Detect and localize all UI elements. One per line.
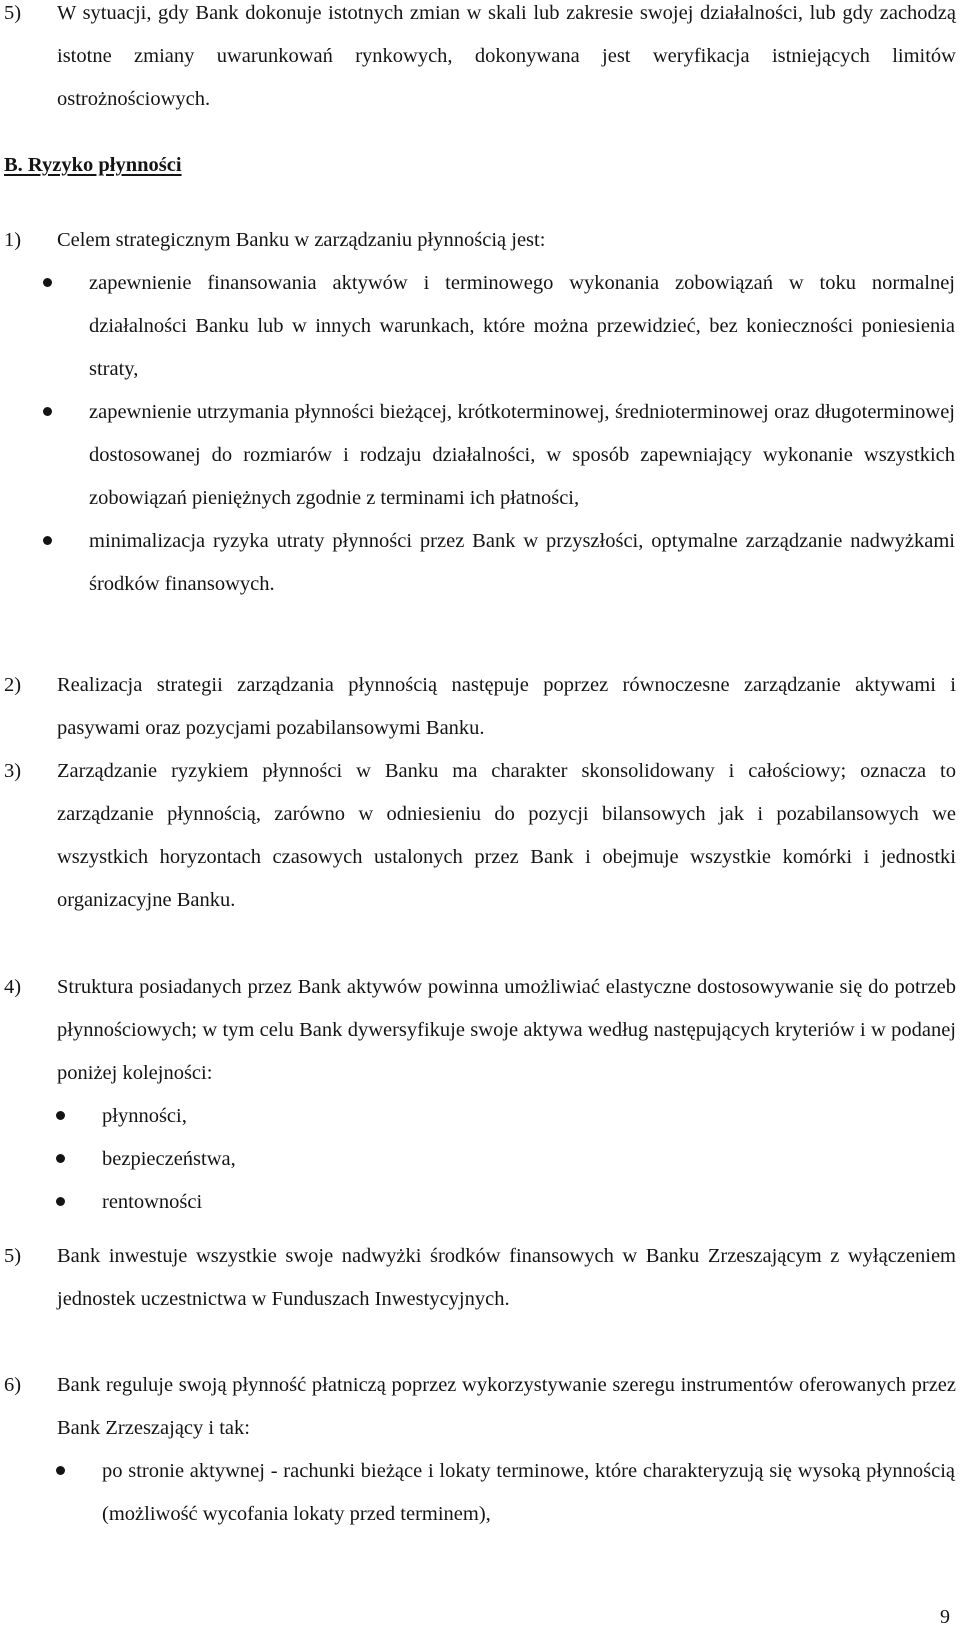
paragraph-number: 3) [4,760,22,782]
bullet-icon [43,536,52,545]
list-item [102,1450,955,1536]
list-item [89,391,955,520]
bullet-icon [56,1154,65,1163]
paragraph-text: Bank reguluje swoją płynność płatniczą poprzez wykorzystywanie szeregu instrumentów oferowanych przez Bank Zrzeszający i tak: [57,1374,956,1439]
section-heading: B. Ryzyko płynności [4,154,182,176]
paragraph-2 [4,664,956,750]
list-item [89,262,955,391]
paragraph-text: Celem strategicznym Banku w zarządzaniu płynnością jest: [57,229,546,251]
list-item-text: zapewnienie utrzymania płynności bieżącej, krótkoterminowej, średnioterminowej oraz długoterminowej dostosowanej do rozmiarów i rodzaju działalności, w sposób zapewniający wykonanie wszystkich zobowiązań pieniężnych zgodnie z terminami ich płatności, [89,401,955,509]
paragraph-5-top [4,0,956,121]
paragraph-text: Realizacja strategii zarządzania płynnością następuje poprzez równoczesne zarządzanie aktywami i pasywami oraz pozycjami pozabilansowymi Banku. [57,674,956,739]
bullet-list-1 [89,262,955,606]
bullet-icon [56,1197,65,1206]
paragraph-6 [4,1364,956,1450]
paragraph-text: Struktura posiadanych przez Bank aktywów powinna umożliwiać elastyczne dostosowywanie się do potrzeb płynnościowych; w tym celu Bank dywersyfikuje swoje aktywa według następujących kryteriów i w podanej poniżej kolejności: [57,976,956,1084]
paragraph-4 [4,966,956,1095]
paragraph-text: W sytuacji, gdy Bank dokonuje istotnych zmian w skali lub zakresie swojej działalności, lub gdy zachodzą istotne zmiany uwarunkowań rynkowych, dokonywana jest weryfikacja istniejących limitów ostrożnościowych. [57,2,956,110]
bullet-icon [43,407,52,416]
list-item-text: rentowności [102,1191,203,1213]
paragraph-5 [4,1235,956,1321]
page-number: 9 [940,1606,950,1628]
bullet-list-4 [102,1095,955,1224]
bullet-list-6 [102,1450,955,1536]
paragraph-text: Zarządzanie ryzykiem płynności w Banku ma charakter skonsolidowany i całościowy; oznacza to zarządzanie płynnością, zarówno w odniesieniu do pozycji bilansowych jak i pozabilansowych we wszystkich horyzontach czasowych ustalonych przez Bank i obejmuje wszystkie komórki i jednostki organizacyjne Banku. [57,760,956,911]
bullet-icon [56,1111,65,1120]
list-item [102,1181,955,1224]
list-item-text: po stronie aktywnej - rachunki bieżące i lokaty terminowe, które charakteryzują się wysoką płynnością (możliwość wycofania lokaty przed terminem), [102,1460,955,1525]
paragraph-text: Bank inwestuje wszystkie swoje nadwyżki środków finansowych w Banku Zrzeszającym z wyłączeniem jednostek uczestnictwa w Funduszach Inwestycyjnych. [57,1245,956,1310]
paragraph-number: 5) [4,1245,22,1267]
list-item-text: płynności, [102,1105,187,1127]
bullet-icon [56,1466,65,1475]
list-item [102,1095,955,1138]
paragraph-number: 2) [4,674,22,696]
paragraph-3 [4,750,956,922]
list-item [89,520,955,606]
paragraph-number: 1) [4,229,22,251]
paragraph-number: 5) [4,2,22,24]
paragraph-1 [4,219,956,262]
paragraph-number: 6) [4,1374,22,1396]
paragraph-number: 4) [4,976,22,998]
list-item-text: zapewnienie finansowania aktywów i terminowego wykonania zobowiązań w toku normalnej działalności Banku lub w innych warunkach, które można przewidzieć, bez konieczności poniesienia straty, [89,272,955,380]
list-item-text: minimalizacja ryzyka utraty płynności przez Bank w przyszłości, optymalne zarządzanie nadwyżkami środków finansowych. [89,530,955,595]
list-item [102,1138,955,1181]
list-item-text: bezpieczeństwa, [102,1148,236,1170]
bullet-icon [43,278,52,287]
